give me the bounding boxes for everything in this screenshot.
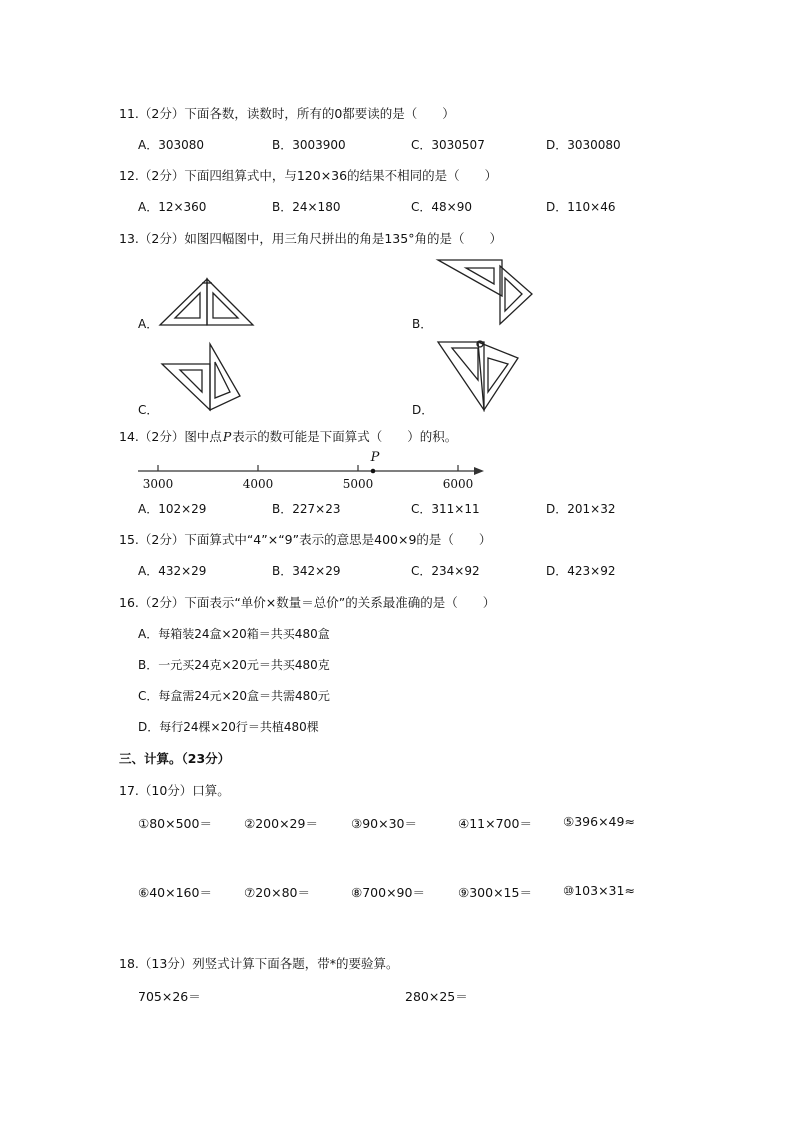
number-line-tick-label-3000: 3000 [142, 477, 174, 491]
q13-label-d: D． [412, 403, 434, 417]
q17-item-9: ⑨300×15＝ [458, 885, 532, 900]
q12-option-c: C．48×90 [411, 200, 472, 214]
q17-item-7: ⑦20×80＝ [244, 885, 310, 900]
q17-item-6: ⑥40×160＝ [138, 885, 212, 900]
q17-item-8: ⑧700×90＝ [351, 885, 425, 900]
q15-option-c: C．234×92 [411, 564, 480, 578]
q17-item-3: ③90×30＝ [351, 816, 417, 831]
question-18-stem: 18.（13分）列竖式计算下面各题，带*的要验算。 [119, 956, 399, 971]
number-line-point-p [371, 469, 376, 474]
q15-option-d: D．423×92 [546, 564, 616, 578]
q17-item-10: ⑩103×31≈ [563, 883, 635, 898]
q16-option-c: C．每盒需24元×20盒＝共需480元 [138, 689, 330, 703]
q17-item-1: ①80×500＝ [138, 816, 212, 831]
number-line-arrow [474, 467, 484, 475]
question-15-stem: 15.（2分）下面算式中“4”×“9”表示的意思是400×9的是（ ） [119, 532, 492, 547]
q12-option-d: D．110×46 [546, 200, 616, 214]
q12-option-b: B．24×180 [272, 200, 341, 214]
q14-point-name: P [222, 429, 232, 444]
question-14-stem [119, 427, 457, 445]
q11-option-c: C．3030507 [411, 138, 485, 152]
number-line-tick-label-4000: 4000 [242, 477, 274, 491]
q13-figure-a [155, 275, 260, 330]
q14-option-a: A．102×29 [138, 502, 207, 516]
q17-item-4: ④11×700＝ [458, 816, 532, 831]
question-17-stem: 17.（10分）口算。 [119, 783, 230, 798]
number-line-point-label: P [370, 450, 380, 465]
q13-figure-d [432, 336, 527, 414]
q14-option-d: D．201×32 [546, 502, 616, 516]
q18-item-2: 280×25＝ [405, 989, 468, 1004]
question-13-stem: 13.（2分）如图四幅图中，用三角尺拼出的角是135°角的是（ ） [119, 231, 502, 246]
question-11-stem: 11.（2分）下面各数，读数时，所有的0都要读的是（ ） [119, 106, 455, 121]
q13-label-c: C． [138, 403, 159, 417]
q16-option-a: A．每箱装24盒×20箱＝共买480盒 [138, 627, 330, 641]
q15-option-a: A．432×29 [138, 564, 207, 578]
q14-option-c: C．311×11 [411, 502, 480, 516]
number-line-tick-label-6000: 6000 [442, 477, 474, 491]
q11-option-a: A．303080 [138, 138, 205, 152]
q11-option-b: B．3003900 [272, 138, 346, 152]
q11-option-d: D．3030080 [546, 138, 621, 152]
q16-option-d: D．每行24棵×20行＝共植480棵 [138, 720, 319, 734]
q13-figure-c [158, 340, 253, 415]
section-3-heading: 三、计算。（23分） [119, 751, 231, 766]
q13-label-b: B． [412, 317, 433, 331]
question-12-stem: 12.（2分）下面四组算式中，与120×36的结果不相同的是（ ） [119, 168, 498, 183]
q17-item-5: ⑤396×49≈ [563, 814, 635, 829]
q14-stem-suffix: 表示的数可能是下面算式（ ）的积。 [232, 429, 458, 444]
q14-option-b: B．227×23 [272, 502, 341, 516]
q17-item-2: ②200×29＝ [244, 816, 318, 831]
q12-option-a: A．12×360 [138, 200, 207, 214]
question-16-stem: 16.（2分）下面表示“单价×数量＝总价”的关系最准确的是（ ） [119, 595, 496, 610]
q18-item-1: 705×26＝ [138, 989, 201, 1004]
q15-option-b: B．342×29 [272, 564, 341, 578]
q13-label-a: A． [138, 317, 159, 331]
q16-option-b: B．一元买24克×20元＝共买480克 [138, 658, 330, 672]
number-line-tick-label-5000: 5000 [342, 477, 374, 491]
q14-number-line [138, 448, 488, 493]
q13-figure-b [432, 256, 542, 328]
q14-stem-prefix: 14.（2分）图中点 [119, 429, 222, 444]
